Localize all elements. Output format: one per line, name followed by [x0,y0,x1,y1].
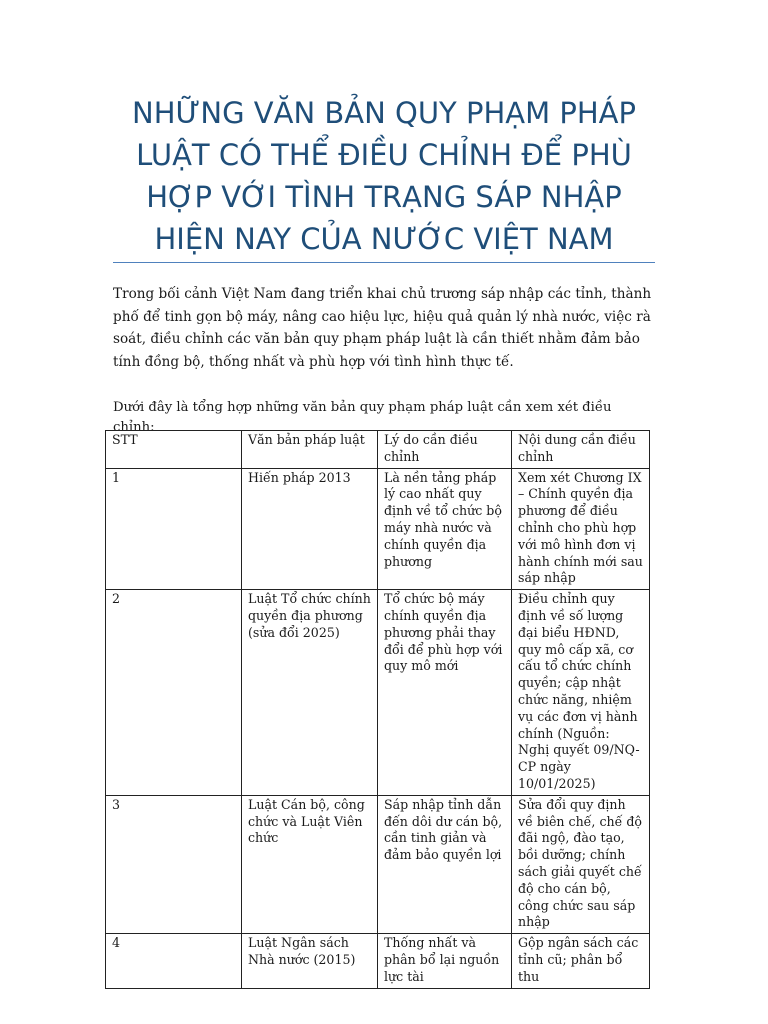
cell-reason: Là nền tảng pháp lý cao nhất quy định về tổ chức bộ máy nhà nước và chính quyền địa phương [378,468,512,590]
document-title: NHỮNG VĂN BẢN QUY PHẠM PHÁP LUẬT CÓ THỂ ĐIỀU CHỈNH ĐỂ PHÙ HỢP VỚI TÌNH TRẠNG SÁP NHẬP HIỆN NAY CỦA NƯỚC VIỆT NAM [132,96,636,256]
cell-content: Sửa đổi quy định về biên chế, chế độ đãi ngộ, đào tạo, bồi dưỡng; chính sách giải quyết chế độ cho cán bộ, công chức sau sáp nhập [512,795,650,933]
laws-table [105,430,650,989]
cell-content: Gộp ngân sách các tỉnh cũ; phân bổ thu [512,934,650,988]
header-content: Nội dung cần điều chỉnh [512,431,650,469]
table-row [106,468,650,590]
cell-stt: 1 [106,468,242,590]
cell-document: Luật Cán bộ, công chức và Luật Viên chức [242,795,378,933]
table-header-row [106,431,650,469]
cell-reason: Thống nhất và phân bổ lại nguồn lực tài [378,934,512,988]
cell-stt: 4 [106,934,242,988]
header-reason: Lý do cần điều chỉnh [378,431,512,469]
table-row [106,795,650,933]
summary-paragraph: Dưới đây là tổng hợp những văn bản quy phạm pháp luật cần xem xét điều chỉnh: [113,400,612,435]
cell-stt: 3 [106,795,242,933]
cell-document: Luật Ngân sách Nhà nước (2015) [242,934,378,988]
cell-document: Luật Tổ chức chính quyền địa phương (sửa đổi 2025) [242,590,378,796]
cell-content: Xem xét Chương IX – Chính quyền địa phương để điều chỉnh cho phù hợp với mô hình đơn vị hành chính mới sau sáp nhập [512,468,650,590]
cell-stt: 2 [106,590,242,796]
intro-paragraph: Trong bối cảnh Việt Nam đang triển khai chủ trương sáp nhập các tỉnh, thành phố để tinh gọn bộ máy, nâng cao hiệu lực, hiệu quả quản lý nhà nước, việc rà soát, điều chỉnh các văn bản quy phạm pháp luật là cần thiết nhằm đảm bảo tính đồng bộ, thống nhất và phù hợp với tình hình thực tế. [113,286,652,370]
cell-content: Điều chỉnh quy định về số lượng đại biểu HĐND, quy mô cấp xã, cơ cấu tổ chức chính quyền; cập nhật chức năng, nhiệm vụ các đơn vị hành chính (Nguồn: Nghị quyết 09/NQ-CP ngày 10/01/2025) [512,590,650,796]
cell-document: Hiến pháp 2013 [242,468,378,590]
table-row [106,934,650,988]
cell-reason: Sáp nhập tỉnh dẫn đến dôi dư cán bộ, cần tinh giản và đảm bảo quyền lợi [378,795,512,933]
table-row [106,590,650,796]
header-document: Văn bản pháp luật [242,431,378,469]
header-stt: STT [106,431,242,469]
cell-reason: Tổ chức bộ máy chính quyền địa phương phải thay đổi để phù hợp với quy mô mới [378,590,512,796]
